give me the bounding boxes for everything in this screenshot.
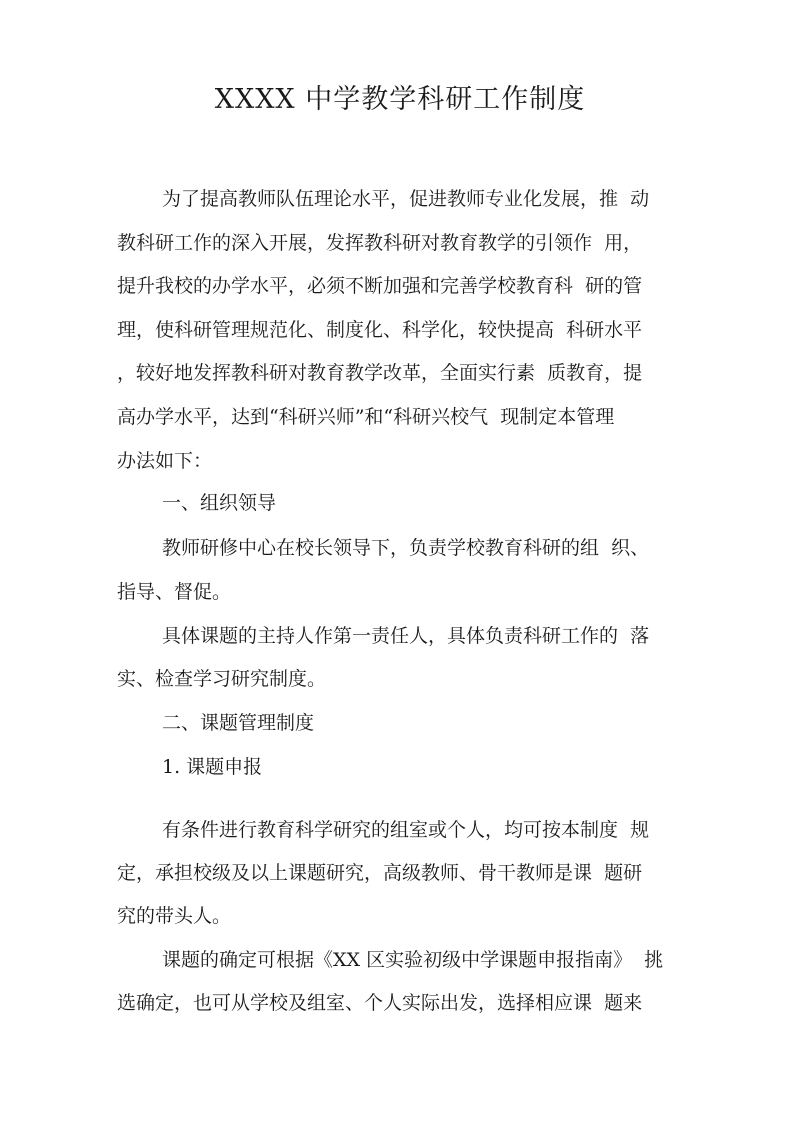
section-heading: 一、组织领导 bbox=[162, 492, 277, 514]
paragraph-line: 选确定，也可从学校及组室、个人实际出发，选择相应课 题来 bbox=[117, 992, 643, 1014]
paragraph-line: 教科研工作的深入开展，发挥教科研对教育教学的引领作 用， bbox=[117, 232, 643, 254]
paragraph-line: 实、检查学习研究制度。 bbox=[117, 668, 327, 690]
paragraph-line: ，较好地发挥教科研对教育教学改革，全面实行素 质教育，提 bbox=[117, 362, 643, 384]
paragraph-line: 教师研修中心在校长领导下，负责学校教育科研的组 织、 bbox=[162, 537, 650, 559]
paragraph-line: 高办学水平，达到“科研兴师”和“科研兴校气 现制定本管理 bbox=[117, 406, 615, 428]
document-title: XXXX 中学教学科研工作制度 bbox=[214, 84, 586, 115]
paragraph-line: 课题的确定可根据《XX 区实验初级中学课题申报指南》 挑 bbox=[162, 949, 664, 971]
section-heading: 二、课题管理制度 bbox=[162, 712, 315, 734]
paragraph-line: 有条件进行教育科学研究的组室或个人，均可按本制度 规 bbox=[162, 819, 650, 841]
paragraph-line: 指导、督促。 bbox=[117, 581, 232, 603]
paragraph-line: 究的带头人。 bbox=[117, 905, 232, 927]
subsection-heading: 1. 课题申报 bbox=[162, 756, 263, 778]
paragraph-line: 为了提高教师队伍理论水平，促进教师专业化发展，推 动 bbox=[162, 188, 650, 210]
paragraph-line: 提升我校的办学水平，必须不断加强和完善学校教育科 研的管 bbox=[117, 275, 643, 297]
paragraph-line: 办法如下： bbox=[117, 450, 213, 472]
paragraph-line: 定，承担校级及以上课题研究，高级教师、骨干教师是课 题研 bbox=[117, 862, 643, 884]
paragraph-line: 具体课题的主持人作第一责任人，具体负责科研工作的 落 bbox=[162, 625, 650, 647]
paragraph-line: 理，使科研管理规范化、制度化、科学化，较快提高 科研水平 bbox=[117, 319, 643, 341]
